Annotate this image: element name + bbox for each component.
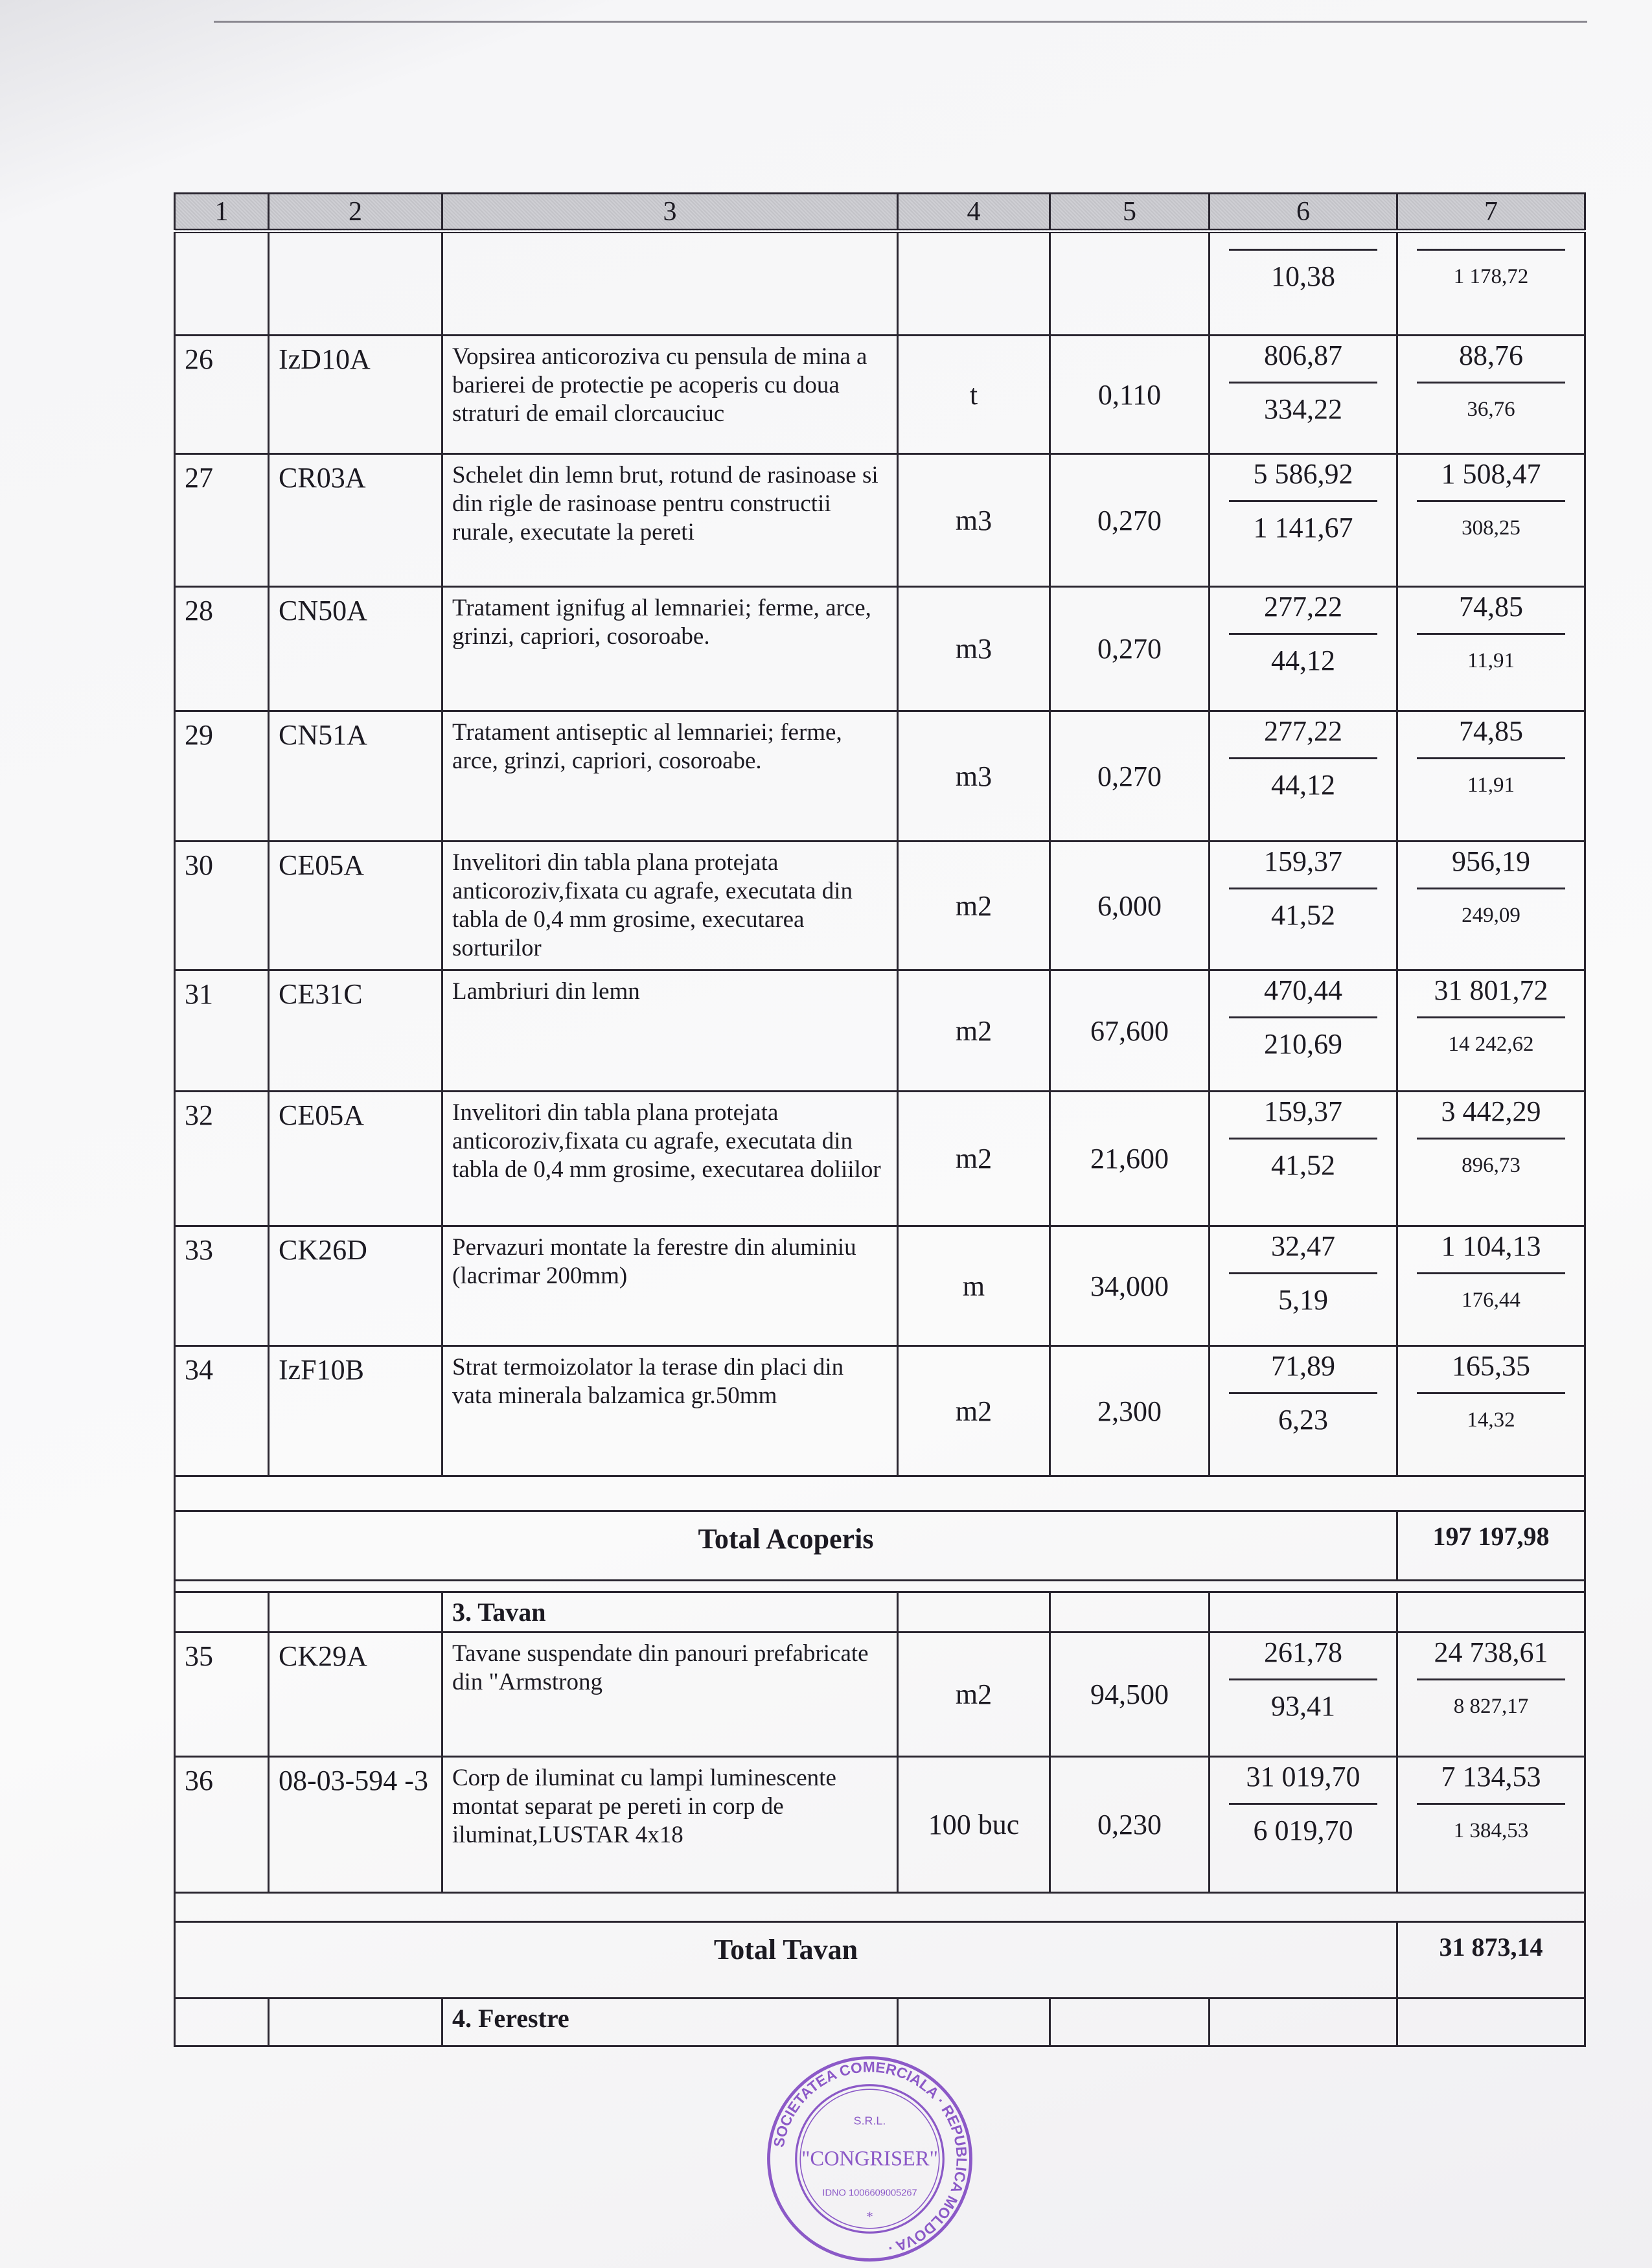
- item-unit: m2: [898, 1092, 1050, 1226]
- cell: [1210, 1999, 1397, 2046]
- unit-cost-top: 159,37: [1264, 845, 1342, 877]
- column-header-row: [175, 194, 1585, 231]
- divider: [1229, 1272, 1378, 1274]
- cell: [1397, 231, 1585, 336]
- cell: [1210, 842, 1397, 970]
- spacer-row: [175, 1893, 1585, 1922]
- item-code: 08-03-594 -3: [269, 1757, 442, 1893]
- cell: [1210, 336, 1397, 454]
- total-cost-top: 24 738,61: [1434, 1636, 1548, 1668]
- unit-cost-bottom: 44,12: [1271, 645, 1335, 676]
- cell: [1397, 1999, 1585, 2046]
- unit-cost-bottom: 6 019,70: [1253, 1815, 1353, 1846]
- total-cost-top: 165,35: [1452, 1350, 1530, 1382]
- divider: [1229, 888, 1378, 889]
- total-cost-top: 88,76: [1459, 339, 1523, 371]
- table-row: [175, 1226, 1585, 1346]
- divider: [1229, 382, 1378, 384]
- item-description: Vopsirea anticoroziva cu pensula de mina a barierei de protectie pe acoperis cu doua straturi de email clorcauciuc: [442, 336, 898, 454]
- unit-cost-bottom: 93,41: [1271, 1690, 1335, 1722]
- item-unit: m2: [898, 1632, 1050, 1757]
- cost-pair: [1398, 455, 1584, 551]
- cell: [898, 1999, 1050, 2046]
- item-number: 29: [175, 711, 269, 842]
- item-unit: m: [898, 1226, 1050, 1346]
- carry-over-row: [175, 231, 1585, 336]
- item-description: Tratament antiseptic al lemnariei; ferme, arce, grinzi, capriori, cosoroabe.: [442, 711, 898, 842]
- cell: [1397, 1346, 1585, 1476]
- divider: [1417, 1803, 1566, 1805]
- cell: [1210, 587, 1397, 711]
- unit-cost-top: 32,47: [1271, 1230, 1335, 1262]
- divider: [1229, 1016, 1378, 1018]
- item-unit: t: [898, 336, 1050, 454]
- divider: [1417, 757, 1566, 759]
- total-cost-top: 7 134,53: [1441, 1761, 1541, 1793]
- table-row: [175, 711, 1585, 842]
- divider: [1229, 633, 1378, 635]
- total-cost-bottom: 11,91: [1467, 649, 1515, 672]
- company-stamp: [764, 2054, 975, 2264]
- cell: [1397, 1226, 1585, 1346]
- section-ferestre-row: [175, 1999, 1585, 2046]
- cell: [1210, 231, 1397, 336]
- item-unit: m3: [898, 454, 1050, 587]
- table-row: [175, 1346, 1585, 1476]
- cost-pair: [1210, 1347, 1396, 1443]
- cost-pair: [1398, 971, 1584, 1068]
- table-row: [175, 842, 1585, 970]
- divider: [1417, 1392, 1566, 1394]
- total-cost-top: 31 801,72: [1434, 974, 1548, 1006]
- unit-cost-top: 31 019,70: [1246, 1761, 1360, 1793]
- item-description: Tratament ignifug al lemnariei; ferme, arce, grinzi, capriori, cosoroabe.: [442, 587, 898, 711]
- cost-pair: [1398, 1758, 1584, 1854]
- total-cost-top: 956,19: [1452, 845, 1530, 877]
- column-header: 4: [898, 194, 1050, 231]
- cell: [1050, 1592, 1210, 1632]
- cost-pair: [1210, 1092, 1396, 1189]
- total-cost-top: 1 508,47: [1441, 458, 1541, 490]
- total-cost-bottom: 1 178,72: [1453, 265, 1529, 288]
- item-description: Schelet din lemn brut, rotund de rasinoase si din rigle de rasinoase pentru constructii rurale, executate la pereti: [442, 454, 898, 587]
- column-header: 7: [1397, 194, 1585, 231]
- column-header: 2: [269, 194, 442, 231]
- item-unit: m2: [898, 842, 1050, 970]
- cell: [175, 1581, 1585, 1592]
- svg-text:SOCIETATEA COMERCIALA · REPUBL: SOCIETATEA COMERCIALA · REPUBLICA MOLDOVA ·: [770, 2058, 970, 2258]
- cell: [175, 1476, 1585, 1511]
- total-cost-bottom: 249,09: [1462, 904, 1520, 927]
- item-quantity: 2,300: [1050, 1346, 1210, 1476]
- cost-pair: [1398, 1633, 1584, 1730]
- total-cost-bottom: 14 242,62: [1448, 1033, 1534, 1056]
- item-description: Corp de iluminat cu lampi luminescente montat separat pe pereti in corp de iluminat,LUSTAR 4x18: [442, 1757, 898, 1893]
- cell: [1397, 1632, 1585, 1757]
- item-number: 27: [175, 454, 269, 587]
- cost-pair: [1210, 1633, 1396, 1730]
- unit-cost-top: 470,44: [1264, 974, 1342, 1006]
- item-number: 30: [175, 842, 269, 970]
- item-code: CN51A: [269, 711, 442, 842]
- total-label: Total Tavan: [175, 1922, 1397, 1999]
- total-acoperis-row: [175, 1511, 1585, 1581]
- total-cost-bottom: 1 384,53: [1453, 1819, 1529, 1842]
- total-cost-bottom: 36,76: [1467, 398, 1515, 421]
- cell: [269, 1999, 442, 2046]
- item-description: Tavane suspendate din panouri prefabricate din "Armstrong: [442, 1632, 898, 1757]
- table-row: [175, 970, 1585, 1092]
- item-code: CE05A: [269, 1092, 442, 1226]
- cost-pair: [1210, 971, 1396, 1068]
- cell: [175, 1592, 269, 1632]
- item-number: 31: [175, 970, 269, 1092]
- item-number: 32: [175, 1092, 269, 1226]
- divider: [1417, 633, 1566, 635]
- divider: [1229, 1392, 1378, 1394]
- item-description: Pervazuri montate la ferestre din aluminiu (lacrimar 200mm): [442, 1226, 898, 1346]
- item-description: Invelitori din tabla plana protejata anticoroziv,fixata cu agrafe, executata din tabla de 0,4 mm grosime, executarea doliilor: [442, 1092, 898, 1226]
- cost-pair: [1398, 1347, 1584, 1443]
- item-code: CK26D: [269, 1226, 442, 1346]
- total-tavan-row: [175, 1922, 1585, 1999]
- unit-cost-bottom: 5,19: [1278, 1284, 1328, 1316]
- unit-cost-top: 277,22: [1264, 591, 1342, 623]
- table-row: [175, 1757, 1585, 1893]
- table-row: [175, 336, 1585, 454]
- cell: [898, 1592, 1050, 1632]
- divider: [1417, 888, 1566, 889]
- item-quantity: 0,230: [1050, 1757, 1210, 1893]
- divider: [1417, 1138, 1566, 1140]
- item-number: 33: [175, 1226, 269, 1346]
- column-header: 3: [442, 194, 898, 231]
- item-code: CN50A: [269, 587, 442, 711]
- item-code: IzD10A: [269, 336, 442, 454]
- item-quantity: 0,110: [1050, 336, 1210, 454]
- cell: [898, 231, 1050, 336]
- divider: [1417, 1678, 1566, 1680]
- divider: [1229, 757, 1378, 759]
- total-value: 31 873,14: [1397, 1922, 1585, 1999]
- section-tavan-row: [175, 1592, 1585, 1632]
- item-unit: m2: [898, 970, 1050, 1092]
- divider: [1229, 500, 1378, 502]
- total-cost-bottom: 8 827,17: [1453, 1695, 1529, 1718]
- cell: [1397, 454, 1585, 587]
- cell: [1397, 711, 1585, 842]
- total-cost-top: 74,85: [1459, 591, 1523, 623]
- column-header: 1: [175, 194, 269, 231]
- cell: [269, 231, 442, 336]
- cost-pair: [1398, 1227, 1584, 1323]
- item-quantity: 0,270: [1050, 454, 1210, 587]
- total-value: 197 197,98: [1397, 1511, 1585, 1581]
- item-unit: m3: [898, 711, 1050, 842]
- svg-text:"CONGRISER": "CONGRISER": [801, 2147, 938, 2171]
- divider: [1229, 1138, 1378, 1140]
- item-quantity: 21,600: [1050, 1092, 1210, 1226]
- cell: [1397, 1592, 1585, 1632]
- cost-pair: [1210, 842, 1396, 939]
- divider: [1229, 249, 1378, 251]
- cell: [1397, 336, 1585, 454]
- item-description: Strat termoizolator la terase din placi din vata minerala balzamica gr.50mm: [442, 1346, 898, 1476]
- cell: [1397, 970, 1585, 1092]
- cell: [1397, 1092, 1585, 1226]
- total-cost-top: 3 442,29: [1441, 1095, 1541, 1127]
- unit-cost-bottom: 210,69: [1264, 1028, 1342, 1060]
- cost-pair: [1398, 588, 1584, 684]
- cell: [1397, 842, 1585, 970]
- cost-pair: [1210, 455, 1396, 551]
- divider: [1417, 249, 1566, 251]
- cell: [175, 231, 269, 336]
- table-row: [175, 454, 1585, 587]
- cost-pair: [1210, 1227, 1396, 1323]
- cell: [1210, 711, 1397, 842]
- cell: [1397, 1757, 1585, 1893]
- cell: [1210, 1226, 1397, 1346]
- cost-pair: [1210, 588, 1396, 684]
- total-cost-top: 1 104,13: [1441, 1230, 1541, 1262]
- item-code: CE05A: [269, 842, 442, 970]
- item-number: 26: [175, 336, 269, 454]
- divider: [1417, 1016, 1566, 1018]
- column-header: 5: [1050, 194, 1210, 231]
- item-quantity: 67,600: [1050, 970, 1210, 1092]
- cost-pair: [1210, 1758, 1396, 1854]
- cost-pair: [1398, 842, 1584, 939]
- cost-pair: [1398, 712, 1584, 808]
- cell: [1210, 970, 1397, 1092]
- item-description: Invelitori din tabla plana protejata anticoroziv,fixata cu agrafe, executata din tabla de 0,4 mm grosime, executarea sorturilor: [442, 842, 898, 970]
- item-unit: m2: [898, 1346, 1050, 1476]
- item-code: CR03A: [269, 454, 442, 587]
- cell: [175, 1893, 1585, 1922]
- table-row: [175, 587, 1585, 711]
- svg-text:S.R.L.: S.R.L.: [853, 2114, 886, 2127]
- divider: [1229, 1803, 1378, 1805]
- item-quantity: 94,500: [1050, 1632, 1210, 1757]
- cost-pair: [1210, 336, 1396, 433]
- unit-cost-top: 71,89: [1271, 1350, 1335, 1382]
- item-quantity: 0,270: [1050, 587, 1210, 711]
- divider: [1417, 500, 1566, 502]
- divider: [1229, 1678, 1378, 1680]
- column-header: 6: [1210, 194, 1397, 231]
- unit-cost-top: 5 586,92: [1253, 458, 1353, 490]
- item-quantity: 6,000: [1050, 842, 1210, 970]
- item-unit: m3: [898, 587, 1050, 711]
- unit-cost-bottom: 41,52: [1271, 1149, 1335, 1181]
- unit-cost-top: 159,37: [1264, 1095, 1342, 1127]
- item-number: 34: [175, 1346, 269, 1476]
- unit-cost-top: 277,22: [1264, 715, 1342, 747]
- cell: [1050, 1999, 1210, 2046]
- svg-text:*: *: [866, 2208, 873, 2225]
- spacer-row: [175, 1581, 1585, 1592]
- section-title: 4. Ferestre: [442, 1999, 898, 2046]
- divider: [1417, 382, 1566, 384]
- cell: [1397, 587, 1585, 711]
- cost-pair: [1398, 336, 1584, 433]
- unit-cost-bottom: 1 141,67: [1253, 512, 1353, 544]
- section-title: 3. Tavan: [442, 1592, 898, 1632]
- item-code: CE31C: [269, 970, 442, 1092]
- cell: [1210, 1092, 1397, 1226]
- item-quantity: 0,270: [1050, 711, 1210, 842]
- svg-text:IDNO 1006609005267: IDNO 1006609005267: [822, 2188, 917, 2199]
- unit-cost-bottom: 10,38: [1271, 260, 1335, 292]
- item-quantity: 34,000: [1050, 1226, 1210, 1346]
- cost-pair: [1398, 1092, 1584, 1189]
- item-description: Lambriuri din lemn: [442, 970, 898, 1092]
- total-cost-bottom: 308,25: [1462, 516, 1520, 540]
- total-cost-bottom: 896,73: [1462, 1154, 1520, 1177]
- cell: [269, 1592, 442, 1632]
- total-label: Total Acoperis: [175, 1511, 1397, 1581]
- item-unit: 100 buc: [898, 1757, 1050, 1893]
- cell: [442, 231, 898, 336]
- table-row: [175, 1632, 1585, 1757]
- cost-pair: [1210, 712, 1396, 808]
- cell: [1210, 1346, 1397, 1476]
- cell: [1210, 1592, 1397, 1632]
- top-rule: [214, 21, 1587, 23]
- unit-cost-bottom: 6,23: [1278, 1404, 1328, 1436]
- cell: [1210, 454, 1397, 587]
- total-cost-bottom: 14,32: [1467, 1408, 1515, 1432]
- total-cost-bottom: 176,44: [1462, 1289, 1520, 1312]
- item-number: 35: [175, 1632, 269, 1757]
- cell: [175, 1999, 269, 2046]
- cell: [1210, 1757, 1397, 1893]
- total-cost-bottom: 11,91: [1467, 773, 1515, 797]
- divider: [1417, 1272, 1566, 1274]
- table-row: [175, 1092, 1585, 1226]
- total-cost-top: 74,85: [1459, 715, 1523, 747]
- item-number: 28: [175, 587, 269, 711]
- unit-cost-bottom: 334,22: [1264, 393, 1342, 425]
- cell: [1210, 1632, 1397, 1757]
- spacer-row: [175, 1476, 1585, 1511]
- unit-cost-top: 261,78: [1264, 1636, 1342, 1668]
- item-code: CK29A: [269, 1632, 442, 1757]
- unit-cost-top: 806,87: [1264, 339, 1342, 371]
- item-code: IzF10B: [269, 1346, 442, 1476]
- item-number: 36: [175, 1757, 269, 1893]
- unit-cost-bottom: 44,12: [1271, 769, 1335, 801]
- unit-cost-bottom: 41,52: [1271, 899, 1335, 931]
- estimate-table: [174, 192, 1586, 2047]
- cell: [1050, 231, 1210, 336]
